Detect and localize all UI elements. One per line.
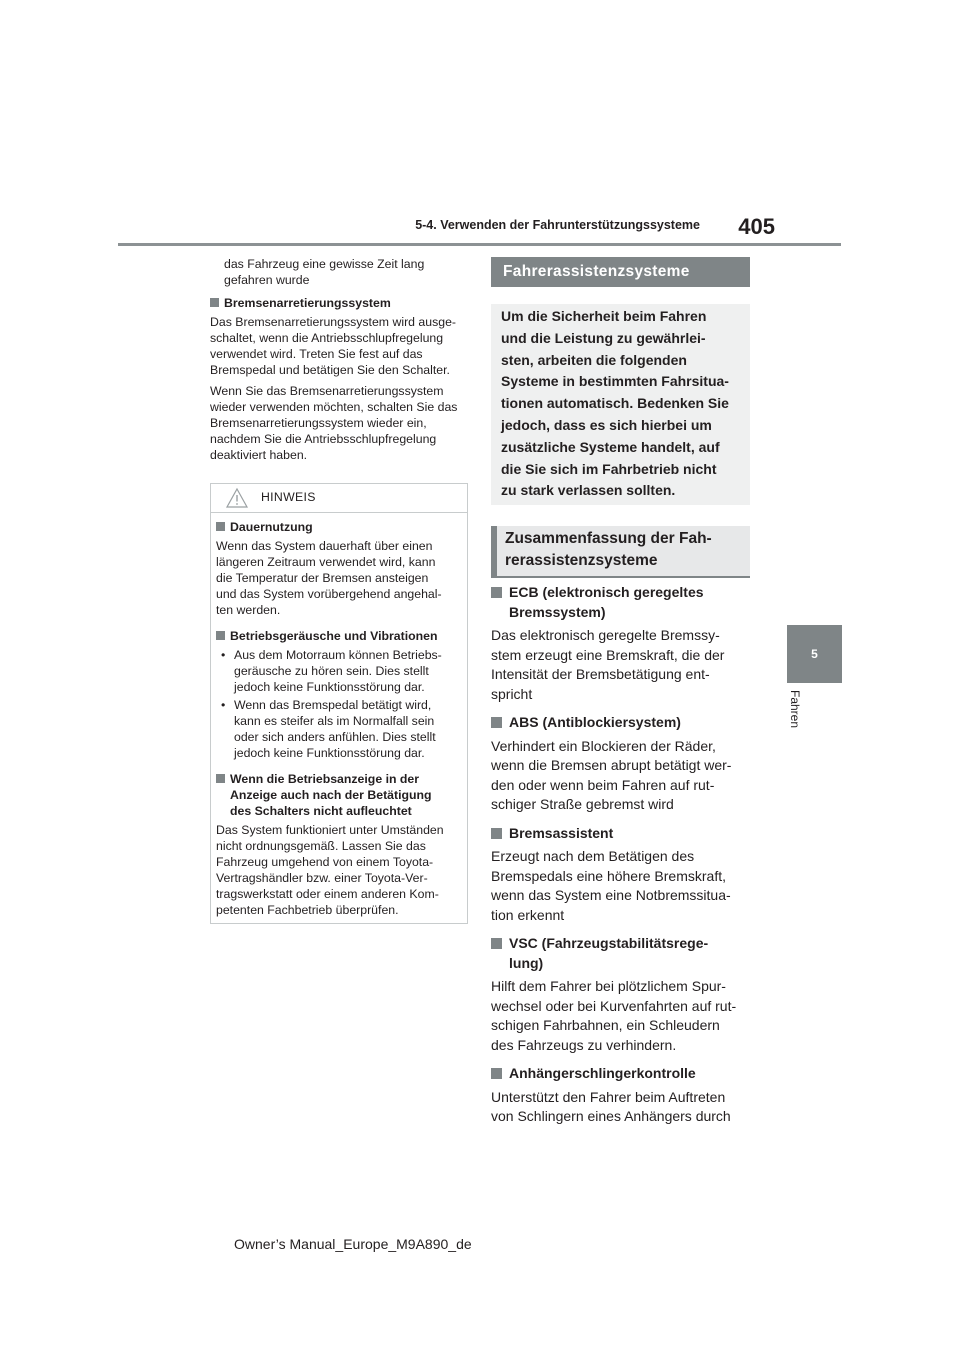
item-heading-ecb: ECB (elektronisch geregeltes Bremssystem) bbox=[491, 583, 753, 622]
footer-manual-id: Owner’s Manual_Europe_M9A890_de bbox=[234, 1236, 472, 1252]
warning-triangle-icon bbox=[225, 487, 249, 509]
notice-bullet-pedal-feel: • Wenn das Bremspedal betätigt wird, kann es steifer als im Normalfall sein oder sich anders anfühlen. Dies stellt jedoch keine Funktionsstörung dar. bbox=[216, 697, 462, 761]
notice-text-indicator: Das System funktioniert unter Umständen nicht ordnungsgemäß. Lassen Sie das Fahrzeug umgehend von einem Toyota- Vertragshändler bzw. einer Toyota-Ver- tragswerkstatt oder einem anderen Kom- petenten Fachbetrieb überprüfen. bbox=[216, 823, 444, 917]
square-bullet-icon bbox=[210, 298, 219, 307]
square-bullet-icon bbox=[216, 631, 225, 640]
summary-heading: Zusammenfassung der Fah- rerassistenzsysteme bbox=[491, 526, 750, 578]
item-text-brake-assist: Erzeugt nach dem Betätigen des Bremspedals eine höhere Bremskraft, wenn das System eine Notbremssitua- tion erkennt bbox=[491, 848, 731, 923]
brake-hold-para1: Das Bremsenarretierungssystem wird ausge- schaltet, wenn die Antriebsschlupfregelung verwendet wird. Treten Sie fest auf das Bremspedal und betätigen Sie den Schalter. bbox=[210, 315, 457, 377]
item-text-vsc: Hilft dem Fahrer bei plötzlichem Spur- wechsel oder bei Kurvenfahrten auf rut- schigen Fahrbahnen, ein Schleudern des Fahrzeugs zu verhindern. bbox=[491, 978, 737, 1053]
item-text-abs: Verhindert ein Blockieren der Räder, wenn die Bremsen abrupt betätigt wer- den oder wenn beim Fahren auf rut- schiger Straße gebremst wird bbox=[491, 737, 732, 812]
notice-heading-noises: Betriebsgeräusche und Vibrationen bbox=[216, 628, 462, 644]
continuation-text: das Fahrzeug eine gewisse Zeit lang gefahren wurde bbox=[224, 257, 425, 287]
assist-systems-list bbox=[491, 583, 753, 1127]
item-heading-brake-assist: Bremsassistent bbox=[491, 824, 753, 844]
intro-box: Um die Sicherheit beim Fahren und die Leistung zu gewährlei- sten, arbeiten die folgenden Systeme in bestimmten Fahrsitua- tionen automatisch. Bedenken Sie jedoch, dass es sich hierbei um zusätzliche Systeme handelt, auf die Sie sich im Fahrbetrieb nicht zu stark verlassen sollten. bbox=[491, 304, 750, 505]
section-heading-driver-assist: Fahrerassistenzsysteme bbox=[491, 257, 750, 287]
header-rule bbox=[118, 243, 841, 246]
notice-text-continuous-use: Wenn das System dauerhaft über einen längeren Zeitraum verwendet wird, kann die Temperatur der Bremsen ansteigen und das System vorübergehend angehal- ten werden. bbox=[216, 539, 442, 617]
item-heading-abs: ABS (Antiblockiersystem) bbox=[491, 713, 753, 733]
item-heading-vsc: VSC (Fahrzeugstabilitätsrege- lung) bbox=[491, 934, 753, 973]
notice-box bbox=[210, 483, 468, 924]
page-number: 405 bbox=[738, 214, 775, 239]
item-text-trailer-sway: Unterstützt den Fahrer beim Auftreten von Schlingern eines Anhängers durch bbox=[491, 1088, 731, 1124]
brake-hold-section bbox=[210, 295, 470, 463]
brake-hold-para2: Wenn Sie das Bremsenarretierungssystem wieder verwenden möchten, schalten Sie das Bremsenarretierungssystem wieder ein, nachdem Sie die Antriebsschlupfregelung deaktiviert haben. bbox=[210, 384, 458, 462]
chapter-label: Fahren bbox=[788, 690, 802, 729]
notice-bullet-engine-noise: • Aus dem Motorraum können Betriebs- geräusche zu hören sein. Dies stellt jedoch keine Funktionsstörung dar. bbox=[216, 647, 462, 695]
square-bullet-icon bbox=[491, 1068, 502, 1079]
brake-hold-heading: Bremsenarretierungssystem bbox=[210, 295, 470, 311]
item-text-ecb: Das elektronisch geregelte Bremssy- stem erzeugt eine Bremskraft, die der Intensität der Bremsbetätigung ent- spricht bbox=[491, 627, 725, 702]
notice-heading-indicator: Wenn die Betriebsanzeige in der Anzeige auch nach der Betätigung des Schalters nicht aufleuchtet bbox=[216, 771, 462, 819]
square-bullet-icon bbox=[216, 522, 225, 531]
notice-header bbox=[211, 484, 467, 513]
notice-title: HINWEIS bbox=[261, 490, 316, 504]
notice-heading-continuous-use: Dauernutzung bbox=[216, 519, 462, 535]
section-title: 5-4. Verwenden der Fahrunterstützungssysteme bbox=[415, 218, 700, 232]
square-bullet-icon bbox=[491, 938, 502, 949]
square-bullet-icon bbox=[491, 828, 502, 839]
square-bullet-icon bbox=[491, 717, 502, 728]
chapter-tab[interactable]: 5 bbox=[787, 625, 842, 683]
square-bullet-icon bbox=[216, 774, 225, 783]
square-bullet-icon bbox=[491, 587, 502, 598]
item-heading-trailer-sway: Anhängerschlingerkontrolle bbox=[491, 1064, 753, 1084]
